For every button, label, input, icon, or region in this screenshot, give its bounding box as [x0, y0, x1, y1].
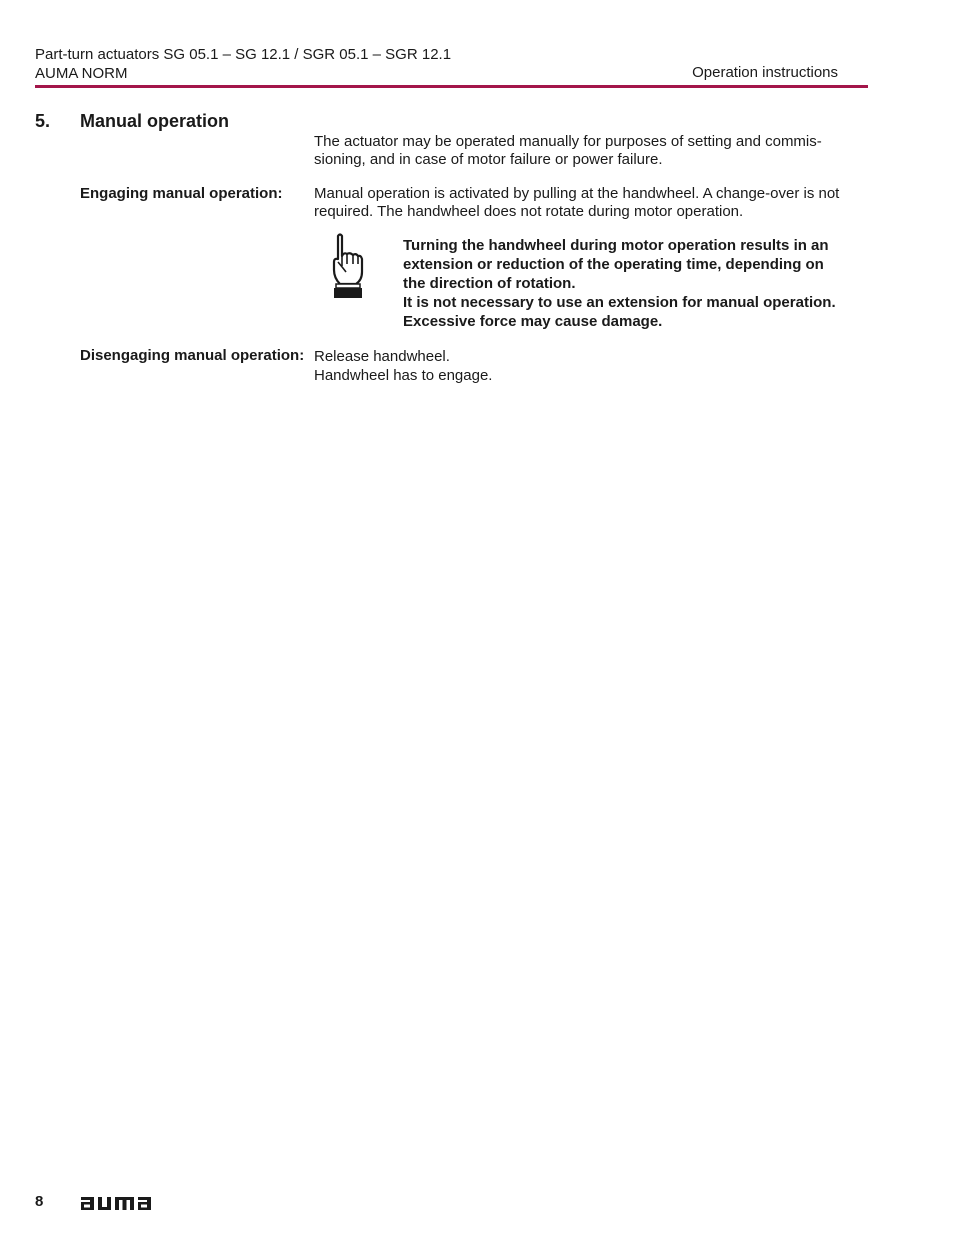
header-divider	[35, 85, 868, 88]
intro-line: sioning, and in case of motor failure or power failure.	[314, 150, 663, 168]
warning-line: Turning the handwheel during motor operation results in an	[403, 237, 829, 254]
intro-line: The actuator may be operated manually for purposes of setting and commis-	[314, 133, 822, 150]
warning-line: It is not necessary to use an extension for manual operation.	[403, 294, 836, 311]
section-number: 5.	[35, 111, 51, 131]
warning-line: Excessive force may cause damage.	[403, 313, 663, 330]
section-title: Manual operation	[80, 111, 230, 131]
warning-line: extension or reduction of the operating time, depending on	[403, 256, 824, 273]
warning-text	[403, 236, 863, 331]
header-product: Part-turn actuators SG 05.1 – SG 12.1 / SGR 05.1 – SGR 12.1	[35, 46, 452, 63]
engaging-label: Engaging manual operation:	[80, 185, 283, 202]
engaging-paragraph	[314, 185, 866, 220]
disengaging-paragraph	[314, 347, 866, 385]
disengaging-line: Handwheel has to engage.	[314, 367, 493, 384]
intro-paragraph	[314, 133, 866, 168]
engaging-line: Manual operation is activated by pulling at the handwheel. A change-over is not	[314, 185, 840, 202]
section-heading	[35, 111, 229, 132]
auma-logo	[80, 1192, 152, 1217]
warning-line: the direction of rotation.	[403, 275, 576, 292]
disengaging-line: Release handwheel.	[314, 348, 450, 365]
page-number: 8	[35, 1193, 44, 1210]
engaging-line: required. The handwheel does not rotate during motor operation.	[314, 202, 744, 220]
header-doc-type: Operation instructions	[692, 64, 838, 81]
header-left	[35, 45, 451, 83]
header-series: AUMA NORM	[35, 65, 128, 82]
pointing-hand-icon	[330, 232, 366, 305]
disengaging-label: Disengaging manual operation:	[80, 347, 305, 364]
